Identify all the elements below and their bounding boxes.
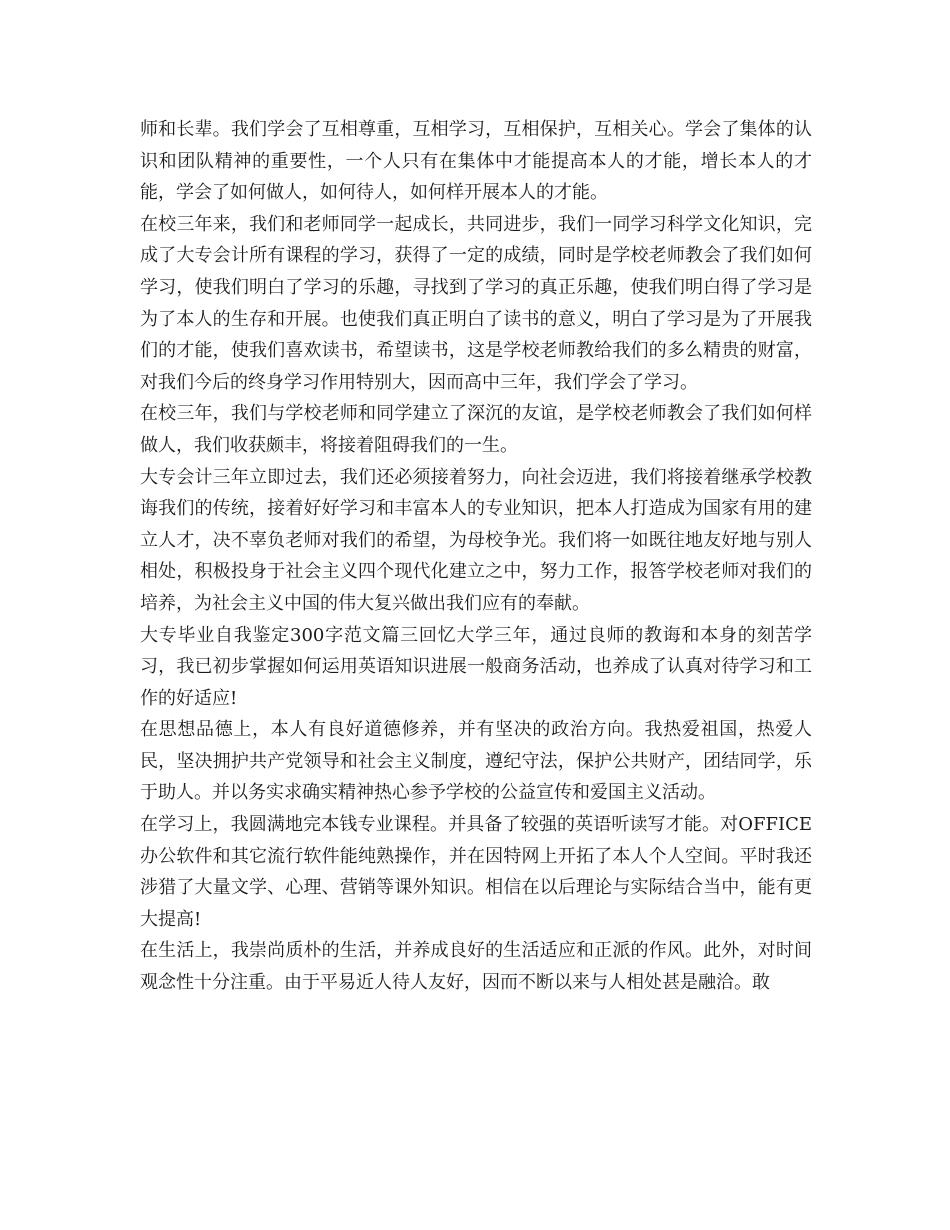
paragraph-1: 师和长辈。我们学会了互相尊重，互相学习，互相保护，互相关心。学会了集体的认识和团队精神的重要性，一个人只有在集体中才能提高本人的才能，增长本人的才能，学会了如何做人，如何待人，如何样开展本人的才能。 xyxy=(140,119,812,204)
paragraph-6: 在思想品德上，本人有良好道德修养，并有坚决的政治方向。我热爱祖国，热爱人民，坚决拥护共产党领导和社会主义制度，遵纪守法，保护公共财产，团结同学，乐于助人。并以务实求确实精神热心参予学校的公益宣传和爱国主义活动。 xyxy=(140,719,812,804)
paragraph-3: 在校三年，我们与学校老师和同学建立了深沉的友谊，是学校老师教会了我们如何样做人，我们收获颇丰，将接着阻碍我们的一生。 xyxy=(140,403,812,456)
document-page xyxy=(140,114,812,999)
paragraph-2: 在校三年来，我们和老师同学一起成长，共同进步，我们一同学习科学文化知识，完成了大专会计所有课程的学习，获得了一定的成绩，同时是学校老师教会了我们如何学习，使我们明白了学习的乐趣，寻找到了学习的真正乐趣，使我们明白得了学习是为了本人的生存和开展。也使我们真正明白了读书的意义，明白了学习是为了开展我们的才能，使我们喜欢读书，希望读书，这是学校老师教给我们的多么精贵的财富，对我们今后的终身学习作用特别大，因而高中三年，我们学会了学习。 xyxy=(140,213,812,393)
paragraph-5: 大专毕业自我鉴定300字范文篇三回忆大学三年，通过良师的教诲和本身的刻苦学习，我已初步掌握如何运用英语知识进展一般商务活动，也养成了认真对待学习和工作的好适应! xyxy=(140,624,812,709)
paragraph-7: 在学习上，我圆满地完本钱专业课程。并具备了较强的英语听读写才能。对OFFICE办公软件和其它流行软件能纯熟操作，并在因特网上开拓了本人个人空间。平时我还涉猎了大量文学、心理、营销等课外知识。相信在以后理论与实际结合当中，能有更大提高! xyxy=(140,814,812,930)
paragraph-8: 在生活上，我崇尚质朴的生活，并养成良好的生活适应和正派的作风。此外，对时间观念性十分注重。由于平易近人待人友好，因而不断以来与人相处甚是融洽。敢 xyxy=(140,940,812,994)
paragraph-4: 大专会计三年立即过去，我们还必须接着努力，向社会迈进，我们将接着继承学校教诲我们的传统，接着好好学习和丰富本人的专业知识，把本人打造成为国家有用的建立人才，决不辜负老师对我们的希望，为母校争光。我们将一如既往地友好地与别人相处，积极投身于社会主义四个现代化建立之中，努力工作，报答学校老师对我们的培养，为社会主义中国的伟大复兴做出我们应有的奉献。 xyxy=(140,466,812,614)
